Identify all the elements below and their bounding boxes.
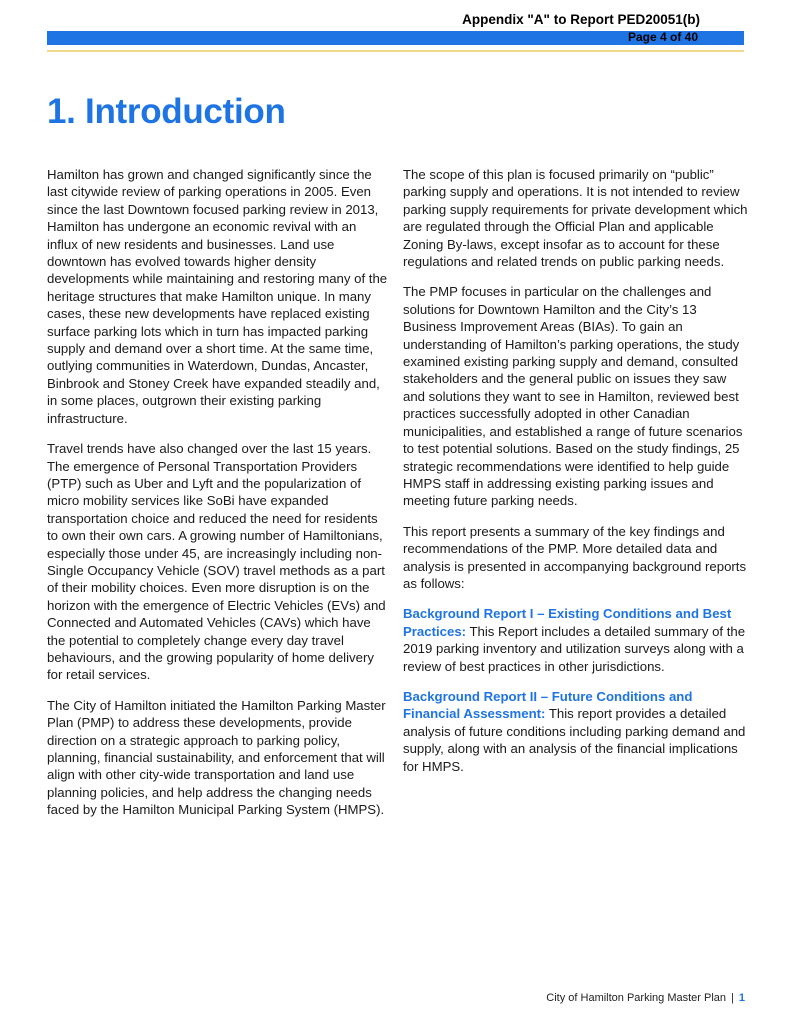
background-report-1: [403, 605, 748, 675]
background-report-1-title: Background Report I – Existing Conditions and Best Practices:: [403, 606, 732, 639]
paragraph: The scope of this plan is focused primarily on “public” parking supply and operations. It is not intended to review parking supply requirements for private development which are regulated through the Official Plan and applicable Zoning By-laws, except insofar as to account for these regulations and related trends on public parking needs.: [403, 167, 748, 270]
footer-title: City of Hamilton Parking Master Plan: [546, 992, 727, 1004]
background-report-2: [403, 688, 748, 775]
page-title: 1. Introduction: [47, 92, 286, 131]
left-column: [47, 166, 389, 832]
header-rule: [47, 50, 744, 52]
right-column: [403, 166, 748, 788]
background-report-1-text: This Report includes a detailed summary of the 2019 parking inventory and utilization surveys along with a review of best practices in other jurisdictions.: [403, 623, 746, 674]
footer-separator: |: [731, 992, 734, 1004]
header-appendix: Appendix "A" to Report PED20051(b): [462, 12, 700, 27]
footer: [546, 992, 745, 1004]
paragraph: This report presents a summary of the key findings and recommendations of the PMP. More detailed data and analysis is presented in accompanying background reports as follows:: [403, 523, 747, 591]
background-report-2-text: This report provides a detailed analysis of future conditions including parking demand and supply, along with an analysis of the financial implications for HMPS.: [403, 706, 746, 774]
paragraph: The City of Hamilton initiated the Hamilton Parking Master Plan (PMP) to address these developments, provide direction on a strategic approach to parking policy, planning, financial sustainability, and enforcement that will align with other city-wide transportation and land use planning policies, and help address the changing needs faced by the Hamilton Municipal Parking System (HMPS).: [47, 697, 386, 818]
paragraph: The PMP focuses in particular on the challenges and solutions for Downtown Hamilton and the City’s 13 Business Improvement Areas (BIAs). To gain an understanding of Hamilton’s parking operations, the study examined existing parking supply and demand, consulted stakeholders and the general public on issues they saw and solutions they want to see in Hamilton, reviewed best practices successfully adopted in other Canadian municipalities, and established a range of future scenarios to test potential solutions. Based on the study findings, 25 strategic recommendations were identified to help guide HMPS staff in addressing existing parking issues and meeting future parking needs.: [403, 284, 743, 509]
background-report-2-title: Background Report II – Future Conditions and Financial Assessment:: [403, 688, 693, 722]
paragraph: Travel trends have also changed over the last 15 years. The emergence of Personal Transportation Providers (PTP) such as Uber and Lyft and the popularization of micro mobility services like SoBi have expanded transportation choice and reduced the need for residents to own their own cars. A growing number of Hamiltonians, especially those under 45, are increasingly including non-Single Occupancy Vehicle (SOV) travel methods as a part of their mobility choices. Even more disruption is on the horizon with the emergence of Electric Vehicles (EVs) and Connected and Automated Vehicles (CAVs) which have the potential to completely change every day travel behaviours, and the growing popularity of home delivery for retail services.: [47, 441, 386, 683]
header-page-number: Page 4 of 40: [627, 30, 698, 44]
paragraph: Hamilton has grown and changed significantly since the last citywide review of parking operations in 2005. Even since the last Downtown focused parking review in 2013, Hamilton has undergone an economic revival with an influx of new residents and businesses. Land use downtown has evolved towards higher density developments while maintaining and restoring many of the heritage structures that make Hamilton unique. In many cases, these new developments have replaced existing surface parking lots which in turn has impacted parking supply and demand over a short time. At the same time, outlying communities in Waterdown, Dundas, Ancaster, Binbrook and Stoney Creek have expanded steadily and, in some places, outgrown their existing parking infrastructure.: [47, 167, 388, 426]
header-bar: [47, 31, 744, 45]
footer-page-number: 1: [738, 992, 745, 1004]
